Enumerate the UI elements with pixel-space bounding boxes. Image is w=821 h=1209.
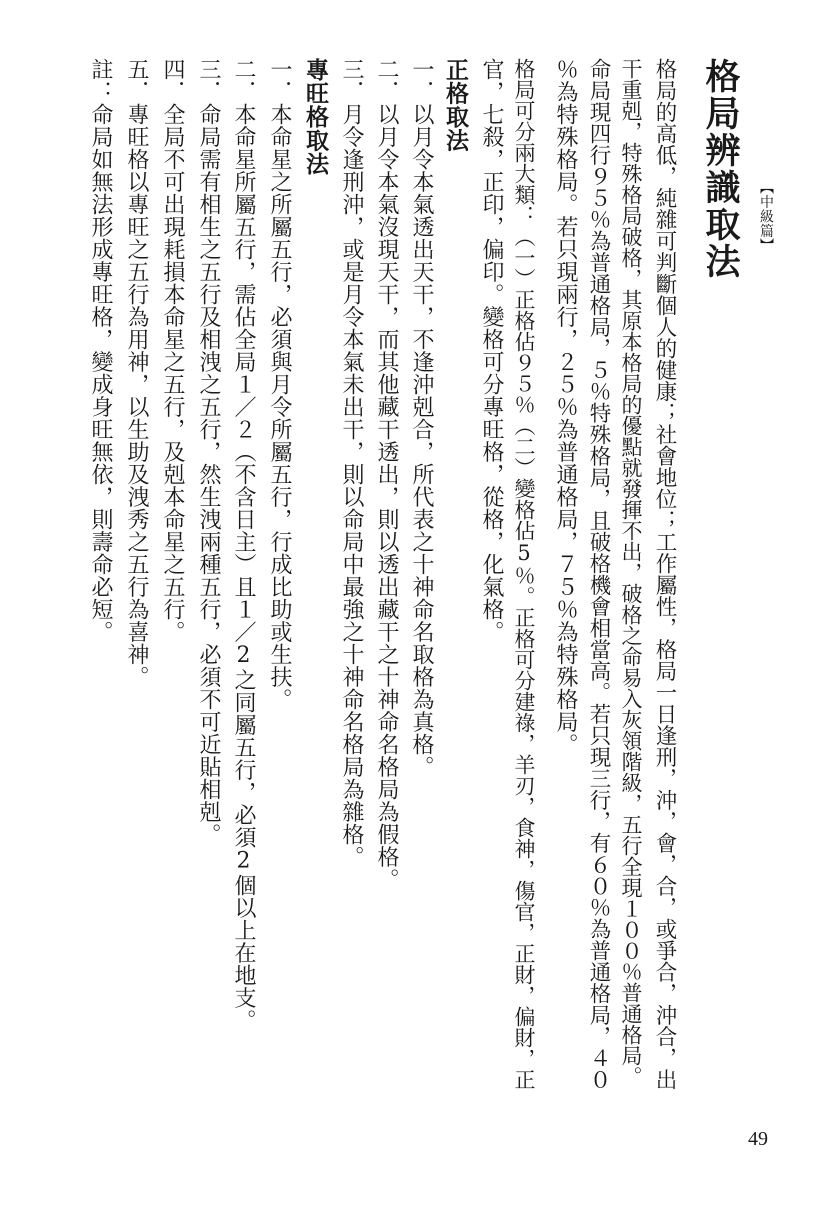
list-item: 二．本命星所屬五行，需佔全局１／２（不含日主）且１／2之同屬五行，必須2個以上在地支。	[231, 58, 256, 1032]
list-item: 三．命局需有相生之五行及相洩之五行，然生洩兩種五行，必須不可近貼相剋。	[196, 58, 221, 846]
list-item: 一．以月令本氣透出天干，不逢沖剋合，所代表之十神命名取格為真格。	[409, 58, 434, 778]
list-item: 三．月令逢刑沖，或是月令本氣未出干，則以命局中最強之十神命名格局為雜格。	[339, 58, 364, 868]
list-item: 二．以月令本氣沒現天干，而其他藏干透出，則以透出藏干之十神命名格局為假格。	[374, 58, 399, 891]
paragraph-line: 干重剋，特殊格局破格，其原本格局的優點就發揮不出，破格之命易入灰領階級，五行全現１００％普通格局。	[619, 58, 643, 1087]
paragraph-line: 官，七殺，正印，偏印。變格可分專旺格，從格，化氣格。	[479, 58, 504, 643]
list-item: 五．專旺格以專旺之五行為用神，以生助及洩秀之五行為喜神。	[124, 58, 149, 688]
page-number: 49	[748, 1128, 768, 1150]
list-item: 四．全局不可出現耗損本命星之五行，及剋本命星之五行。	[160, 58, 185, 643]
chapter-tag: 【中級篇】	[758, 180, 774, 253]
paragraph-line: 命局現四行９５％為普通格局，５％特殊格局，且破格機會相當高。若只現三行，有６０％為普通格局，４０	[586, 58, 611, 1090]
paragraph-line: ％為特殊格局。若只現兩行，２５％為普通格局，７５％為特殊格局。	[553, 58, 578, 756]
section-heading-zhuanwang: 專旺格取法	[302, 58, 328, 176]
page-title: 格局辨識取法	[700, 58, 740, 280]
list-item: 一．本命星之所屬五行，必須與月令所屬五行，行成比助或生扶。	[267, 58, 292, 711]
section-heading-zhengge: 正格取法	[442, 58, 468, 152]
paragraph-line: 格局可分兩大類：（一）正格佔９５％（二）變格佔5％。正格可分建祿，羊刃，食神，傷官，正財，偏財，正	[512, 58, 536, 1090]
footnote: 註：命局如無法形成專旺格，變成身旺無依，則壽命必短。	[88, 58, 113, 643]
paragraph-line: 格局的高低，純雜可判斷個人的健康；社會地位；工作屬性，格局一日逢刑，沖，會，合，或爭合，沖合，出	[652, 58, 677, 1090]
